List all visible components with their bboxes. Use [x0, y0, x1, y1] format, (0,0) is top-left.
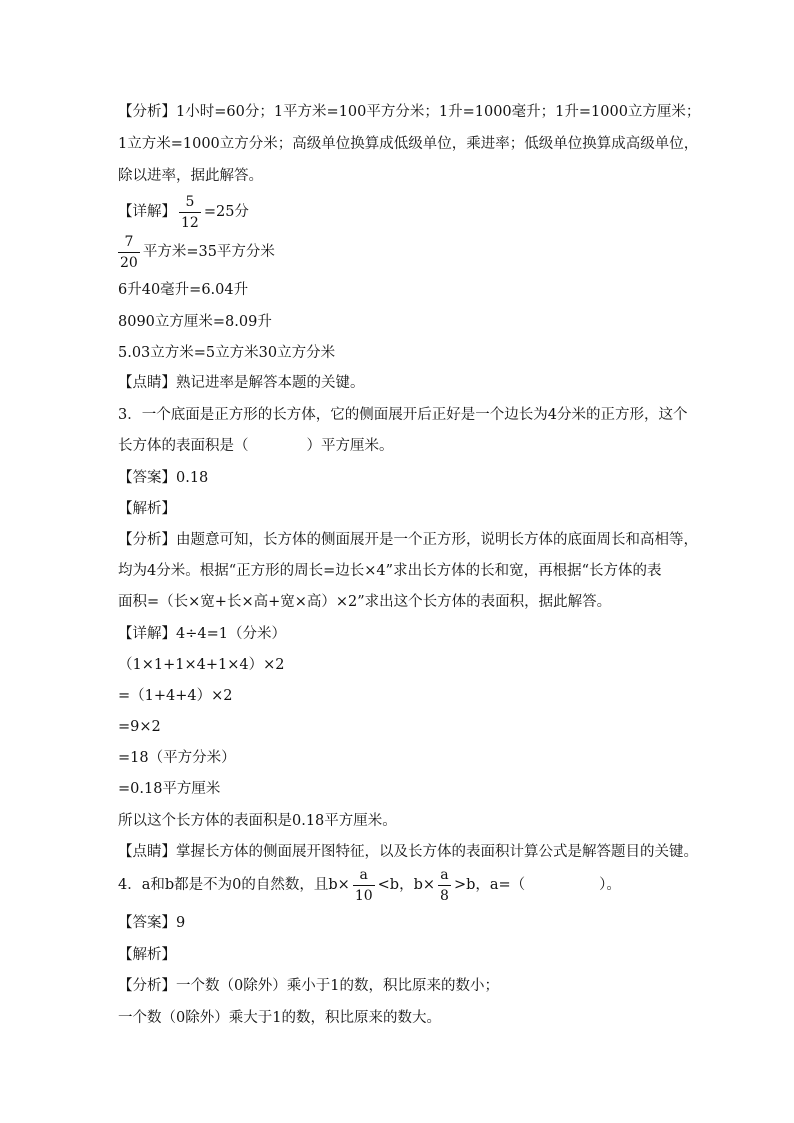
conclusion-line: 所以这个长方体的表面积是0.18平方厘米。 — [118, 813, 397, 829]
detail-line — [118, 228, 724, 276]
analysis-paragraph-line: 一个数（0除外）乘大于1的数，积比原来的数大。 — [118, 1010, 441, 1026]
fraction-numerator: a — [440, 866, 449, 883]
analysis-tag: 【分析】 — [118, 104, 176, 120]
fraction — [353, 868, 375, 903]
analysis-paragraph-line: 【分析】一个数（0除外）乘小于1的数，积比原来的数小； — [118, 978, 499, 994]
analysis-text: 1小时=60分；1平方米=100平方分米；1升=1000毫升；1升=1000立方厘米； — [176, 104, 701, 120]
detail-line: =（1+4+4）×2 — [118, 688, 233, 704]
detail-line: 【详解】4÷4=1（分米） — [118, 626, 286, 642]
fraction-denominator: 10 — [353, 885, 375, 903]
question-text: <b，b× — [377, 877, 436, 893]
comment-line: 【点睛】掌握长方体的侧面展开图特征，以及长方体的表面积计算公式是解答题目的关键。 — [118, 844, 698, 860]
question-4-line — [118, 861, 724, 909]
analysis-paragraph-line: 均为4分米。根据“正方形的周长=边长×4”求出长方体的长和宽，再根据“长方体的表 — [118, 563, 662, 579]
analysis-paragraph-line: 面积=（长×宽+长×高+宽×高）×2”求出这个长方体的表面积，据此解答。 — [118, 594, 612, 610]
explain-heading: 【解析】 — [118, 947, 176, 963]
fraction — [118, 235, 140, 270]
fraction-denominator: 20 — [118, 252, 140, 270]
detail-text: 平方米=35平方分米 — [142, 244, 275, 260]
question-3-line — [118, 436, 724, 456]
analysis-paragraph-line — [118, 102, 724, 122]
question-text: ）平方厘米。 — [306, 438, 394, 454]
analysis-paragraph-line: 除以进率，据此解答。 — [118, 168, 263, 184]
fraction-denominator: 12 — [179, 212, 201, 230]
question-text: ）。 — [599, 877, 621, 893]
detail-tag: 【详解】 — [118, 204, 176, 220]
detail-line: 6升40毫升=6.04升 — [118, 282, 249, 298]
question-3-line: 3．一个底面是正方形的长方体，它的侧面展开后正好是一个边长为4分米的正方形，这个 — [118, 407, 688, 423]
detail-text: =25分 — [203, 204, 249, 220]
analysis-paragraph-line: 【分析】由题意可知，长方体的侧面展开是一个正方形，说明长方体的底面周长和高相等， — [118, 532, 698, 548]
fraction — [179, 195, 201, 230]
detail-line: =0.18平方厘米 — [118, 781, 221, 797]
detail-line: =18（平方分米） — [118, 750, 236, 766]
question-text: 长方体的表面积是（ — [118, 438, 249, 454]
fraction-numerator: 7 — [124, 233, 134, 250]
detail-line: 8090立方厘米=8.09升 — [118, 314, 272, 330]
answer-line: 【答案】9 — [118, 915, 186, 931]
fraction — [438, 868, 451, 903]
analysis-paragraph-line: 1立方米=1000立方分米；高级单位换算成低级单位，乘进率；低级单位换算成高级单位， — [118, 136, 699, 152]
fraction-numerator: 5 — [185, 193, 195, 210]
detail-line: =9×2 — [118, 719, 161, 735]
question-text: >b，a=（ — [453, 877, 526, 893]
answer-line: 【答案】0.18 — [118, 470, 209, 486]
fraction-numerator: a — [359, 866, 368, 883]
detail-line: 5.03立方米=5立方米30立方分米 — [118, 345, 336, 361]
comment-line: 【点睛】熟记进率是解答本题的关键。 — [118, 375, 365, 391]
detail-line: （1×1+1×4+1×4）×2 — [118, 657, 285, 673]
fraction-denominator: 8 — [438, 885, 451, 903]
explain-heading: 【解析】 — [118, 501, 176, 517]
question-text: 4．a和b都是不为0的自然数，且b× — [118, 877, 350, 893]
